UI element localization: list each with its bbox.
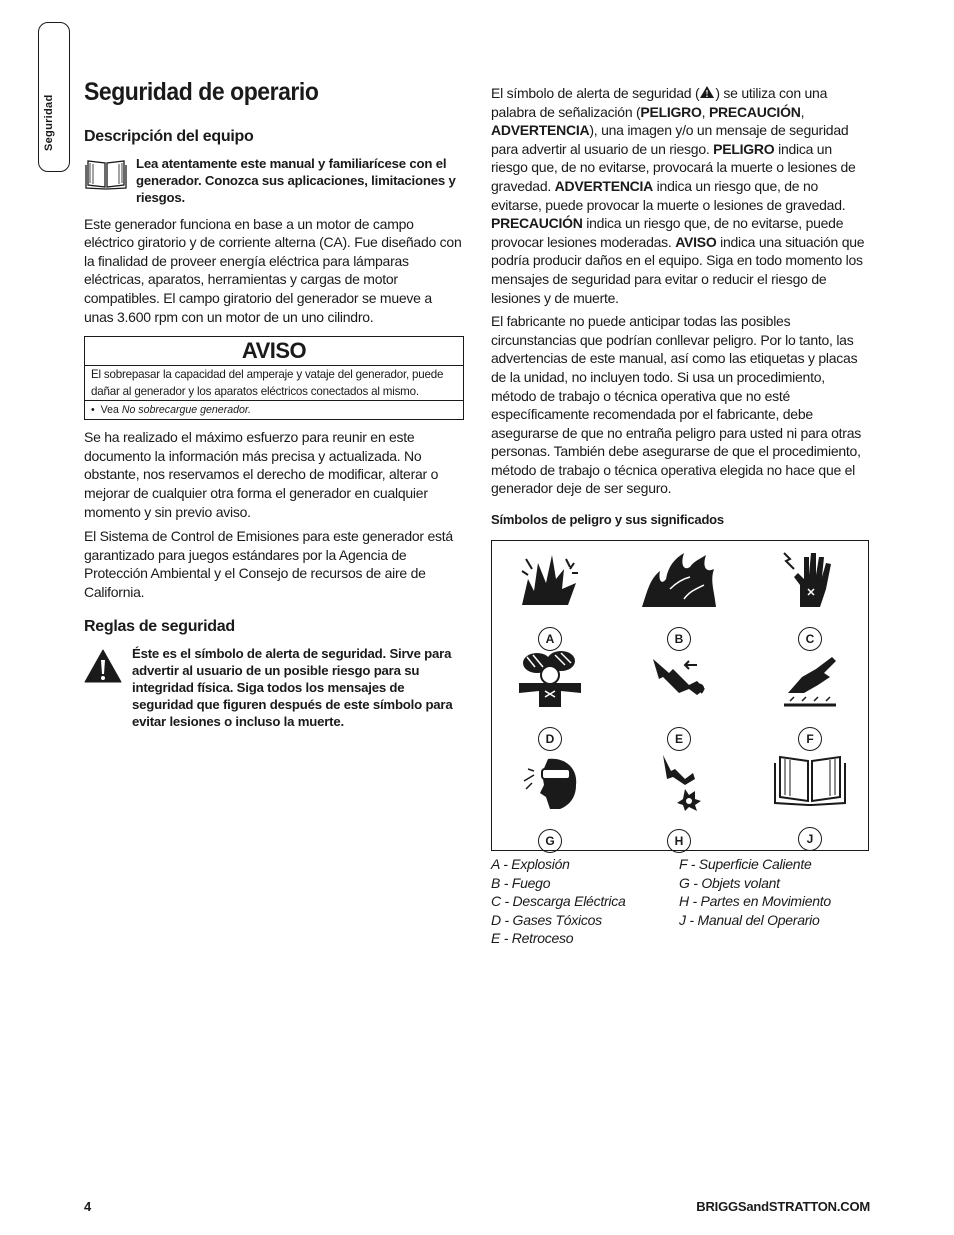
hazard-letter: D [538, 727, 562, 751]
operator-manual-icon [750, 751, 870, 807]
legend-item: C - Descarga Eléctrica [491, 893, 626, 910]
legend-column-1 [491, 855, 679, 948]
kickback-icon [619, 649, 739, 709]
legend-item: A - Explosión [491, 856, 570, 872]
hazard-symbol-d [490, 649, 610, 751]
hazard-symbol-a [490, 549, 610, 651]
fire-icon [619, 549, 739, 609]
flying-objects-icon [490, 751, 610, 811]
equipment-description-heading: Descripción del equipo [84, 128, 254, 145]
hazard-symbol-c [750, 549, 870, 651]
hazard-letter: J [798, 827, 822, 851]
text-fragment: indica un riesgo que, de no evitarse, provocará la muerte o lesiones de gravedad. [491, 140, 856, 194]
hazard-symbol-f [750, 649, 870, 751]
left-column [84, 78, 464, 731]
legend-item: B - Fuego [491, 874, 551, 891]
safety-alert-icon [84, 645, 124, 731]
manual-intro-block [84, 155, 464, 207]
website-url: BRIGGSandSTRATTON.COM [696, 1199, 870, 1214]
text-fragment: , [701, 103, 709, 120]
hazard-symbol-g [490, 751, 610, 853]
hazard-symbols-box [491, 540, 869, 851]
text-fragment: indica un riesgo que, de no evitarse, puede provocar la muerte o lesiones de gravedad. [491, 177, 846, 213]
signal-word: ADVERTENCIA [491, 122, 590, 139]
notice-box [84, 336, 464, 420]
hazard-letter: B [667, 627, 691, 651]
section-side-tab [38, 22, 70, 172]
hazard-letter: H [667, 829, 691, 853]
safety-rules-heading: Reglas de seguridad [84, 617, 235, 635]
hazard-symbol-e [619, 649, 739, 751]
text-fragment: ), una imagen y/o un mensaje de seguridad para advertir al usuario de un riesgo. [491, 122, 849, 157]
hazard-symbols-heading: Símbolos de peligro y sus significados [491, 512, 724, 528]
hazard-letter: F [798, 727, 822, 751]
signal-word: PELIGRO [713, 140, 775, 157]
legend-item: D - Gases Tóxicos [491, 911, 602, 928]
signal-word: PRECAUCIÓN [491, 215, 583, 232]
text-fragment: ) se utiliza con una palabra de señalización ( [491, 85, 828, 120]
text-fragment: El símbolo de alerta de seguridad ( [491, 85, 700, 101]
inline-alert-icon [699, 85, 715, 101]
hazard-symbol-h [619, 751, 739, 853]
manufacturer-text: El fabricante no puede anticipar todas las posibles circunstancias que podrían conllevar peligro. Por lo tanto, las advertencias de este manual, así como las etiquetas y placas de la unidad, no incluyen todo. Si usa un procedimiento, método de trabajo o técnica operativa que no esté específicamente recomendada por el fabricante, debe asegurarse de que no entraña peligro para usted ni para otras personas. También debe asegurarse de que el procedimiento, método de trabajo o técnica operativa elegida no hace que el generador deje de ser seguro. [491, 313, 862, 497]
page-number: 4 [84, 1199, 92, 1214]
hazard-legend [491, 855, 871, 948]
notice-body: El sobrepasar la capacidad del amperaje y vataje del generador, puede dañar al generador y los aparatos eléctricos conectados al mismo. [85, 366, 463, 401]
side-tab-label: Seguridad [43, 94, 55, 151]
toxic-fumes-icon [490, 649, 610, 709]
legend-item: F - Superficie Caliente [679, 856, 812, 872]
equipment-description-text: Este generador funciona en base a un motor de campo eléctrico giratorio y de corriente alterna (CA). Fue diseñado con la finalidad de proveer energía eléctrica para lámparas eléctricas, aparatos, herramientas y cargas de motor compatibles. El campo giratorio del generador se mueve a unas 3.600 rpm con un motor de un uno cilindro. [84, 215, 462, 325]
open-book-icon [84, 155, 128, 207]
right-column [491, 84, 871, 527]
alert-intro-text: Éste es el símbolo de alerta de seguridad. Sirve para advertir al usuario de un posible riesgo para su integridad física. Siga todos los mensajes de seguridad que figuren después de este símbolo para evitar lesiones o incluso la muerte. [132, 645, 453, 730]
legend-column-2 [679, 855, 867, 948]
hazard-letter: E [667, 727, 691, 751]
electric-shock-icon [750, 549, 870, 609]
notice-title: AVISO [85, 337, 463, 366]
notice-bullet [85, 401, 463, 419]
signal-word: PRECAUCIÓN [708, 103, 801, 120]
notice-bullet-prefix: • Vea [91, 404, 122, 417]
signal-word: ADVERTENCIA [554, 177, 654, 194]
signal-word: AVISO [675, 233, 717, 250]
explosion-icon [490, 549, 610, 609]
hazard-letter: C [798, 627, 822, 651]
text-fragment: indica un riesgo que, de no evitarse, puede provocar lesiones moderadas. [491, 215, 844, 250]
text-fragment: , [800, 103, 805, 120]
disclaimer-text: Se ha realizado el máximo esfuerzo para reunir en este documento la información más precisa y actualizada. No obstante, nos reservamos el derecho de modificar, alterar o mejorar de cualquier otra forma el generador en cualquier momento y sin previo aviso. [84, 429, 439, 520]
notice-bullet-reference: No sobrecargue generador. [121, 404, 251, 417]
page-title: Seguridad de operario [84, 78, 319, 106]
legend-item: E - Retroceso [491, 930, 574, 947]
hot-surface-icon [750, 649, 870, 709]
hazard-symbol-j [750, 751, 870, 851]
text-fragment: indica una situación que podría producir daños en el equipo. Siga en todo momento los mensajes de seguridad para evitar o reducir el riesgo de lesiones y de muerte. [491, 233, 865, 306]
legend-item: H - Partes en Movimiento [679, 893, 831, 910]
signal-words-text [491, 84, 871, 307]
alert-intro-block [84, 645, 464, 731]
hazard-letter: A [538, 627, 562, 651]
emissions-text: El Sistema de Control de Emisiones para este generador está garantizado para juegos estándares por la Agencia de Protección Ambiental y el Consejo de recursos de aire de California. [84, 528, 453, 600]
hazard-symbol-b [619, 549, 739, 651]
moving-parts-icon [619, 751, 739, 811]
hazard-letter: G [538, 829, 562, 853]
manual-intro-text: Lea atentamente este manual y familiarícese con el generador. Conozca sus aplicaciones, limitaciones y riesgos. [136, 156, 456, 206]
signal-word: PELIGRO [640, 103, 702, 120]
legend-item: J - Manual del Operario [679, 911, 820, 928]
legend-item: G - Objets volant [679, 874, 780, 891]
